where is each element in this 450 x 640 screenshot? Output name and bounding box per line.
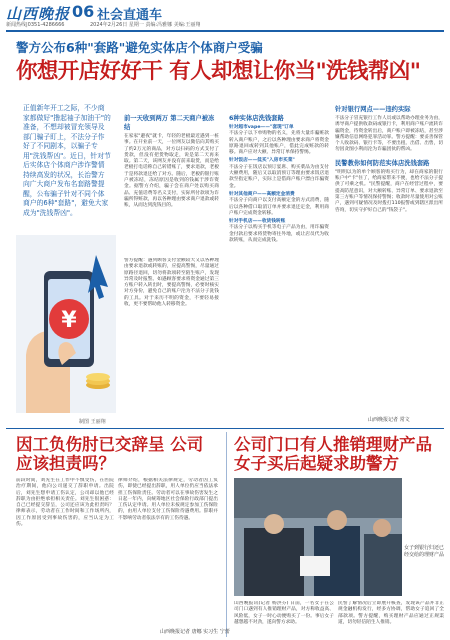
col1-subhead: 前一天收到两万 第二天商户被冻结: [124, 115, 215, 131]
main-illustration: [16, 235, 116, 413]
col1b-text: 警方提醒：遇到顾客支付金额较大又以各种理由要求退款或转账的，应提高警惕，尽量通过原路径退回，切勿将款项转至陌生账户，发现异常及时报警。如遇顾客要求将资金通过第三方账户转入转出时，要提高警惕，必要时核实对方身份，避免自己的账户沦为不法分子洗钱的工具。对于来历不明的资金，不要轻易接收，更不要帮助他人转移资金。: [124, 258, 219, 308]
col3-subhead: 针对银行网点——违约实际: [335, 106, 411, 113]
masthead-rule: [6, 30, 444, 32]
article2-signature: 山西晚报记者 唐娜 实习生 宁蕾: [160, 629, 230, 635]
col3-text-2: "明明以为的单个顾客的购买行为，却在商家的银行账户中"卡"住了，给商家带来不便，也给不法分子提供了可乘之机。"民警提醒，商户在经营过程中，要提高防范意识，对大额转账、异常订单、要求退款至第三方账户等情况保持警惕；收款时尽量使用对公账户，遇到可疑情况及时拨打110报警或到辖区派出所咨询，切实守护好自己的"钱袋子"。: [335, 169, 443, 213]
scam-item-text: 不法分子在饭店以预订宴席、购买菜品为由支付大额费用，随后又以取消预订等理由要求饭店退款至指定账户，实际上是借商户账户漂白诈骗资金。: [229, 164, 329, 189]
column-divider: [226, 432, 227, 637]
dateline: 2024年2月26日 星期一 责编:冯雅娜 美编:王丽翔: [90, 22, 201, 28]
svg-text:¥: ¥: [61, 308, 77, 333]
illustration-caption: 制图 王丽翔: [79, 419, 106, 425]
col1-text: 在家家"避夜"就卡，年轻的老板最近遇到一桩事。在开业前一天，一位网友以微信向其购买了约2万元的商品，对方以扫码的方式支付了货款，但没有把货物取走，说是第二天再来取。第二天，该网友并没有前来取货，而是给老板打电话称自己转错账了，要求退款，老板于是将款退还给了对方。随后，老板的银行账户被冻结，冻结原因是收到的钱属于涉诈资金。据警方介绍，骗子会在商户处以购买商品、充值话费等名义支付，实际所付款项为诈骗所得赃款，再以各种理由要求商户退款或转账，从而达到洗钱目的。: [124, 134, 219, 209]
news-hotline: 新闻热线|0351-4286666: [6, 22, 65, 28]
section-divider: [6, 428, 444, 429]
scam-item-title: 针对饭店——低买"入房市买菜": [229, 158, 295, 164]
article2-headline: 因工负伤肘已交辞呈 公司应该担责吗？: [16, 435, 204, 473]
col3-text: 不法分子冒充银行工作人员或以帮助办理业务为由，诱导商户提供收款码或银行卡，利用商户账户流转诈骗资金，待资金转出后，商户账户即被冻结，甚至涉嫌帮助信息网络犯罪活动罪。警方提醒：要妥善保管个人收款码、银行卡等，不要出租、出借、出售，切勿因贪图小利而沦为诈骗团伙的帮凶。: [335, 116, 443, 153]
article3-text-a: 山西晚报讯(记者 杨洪芬) 日前，一名女子在公司门口遇到有人推销理财产品，对方称收益高、风险低，女子一时心动便购买了一份。事后女子越想越不对劲，遂向警方求助。: [234, 601, 334, 625]
masthead: [6, 3, 446, 29]
scam-item-title: 针对其他商户——高额定金消费: [229, 191, 295, 197]
scam-item-text: 不法分子向商户以支付高额定金的方式消费，随后以各种借口取消订单并要求退还定金，利用商户账户完成资金转移。: [229, 198, 329, 216]
scam-item-text: 不法分子以购买手机等电子产品为由，用诈骗资金付款后要求将货物寄往外地，或让店员代为收款转账，从而完成洗钱。: [229, 225, 329, 244]
main-column-1: [124, 113, 219, 253]
page-number: 06: [72, 2, 95, 21]
scam-list: [229, 125, 329, 244]
article3-headline: 公司门口有人推销理财产品 女子买后起疑求助警方: [234, 435, 432, 473]
main-column-1b: [124, 258, 219, 413]
article3-text-b: 民警了解情况后立即展开核查，发现该产品并非正规金融机构发行，经多方协调，帮助女子追回了全部款项。警方提醒，购买理财产品应通过正规渠道，切勿轻信陌生人推销。: [338, 601, 444, 625]
col2-subhead: 6种实体店洗钱套路: [229, 115, 284, 122]
main-signature: 山西晚报记者 常文: [368, 417, 410, 423]
article2-text-a: 前段时间，刘先生在工作中不慎受伤，在医院治疗期间，他向公司递交了辞职申请。出院后，刘先生想申请工伤认定，公司却以他已经辞职为由拒绝承担相关责任。刘先生很困惑：自己已经提交辞呈，公司还应该为此担责吗？律师表示，劳动者在工作时间和工作场所内，因工作原因受到事故伤害的，应当认定为工伤。: [16, 478, 114, 528]
article3-photo: [234, 478, 402, 596]
scam-item-text: 不法分子以下单购物的名义，先将大量诈骗赃款转入商户账户，之后以各种理由要求商户将资金原路退回或转到其他账户，借此完成赃款的转移。商户应对大额、异常订单保持警惕。: [229, 131, 329, 156]
main-column-2: [229, 113, 329, 413]
main-headline: 你想开店好好干 有人却想让你当"洗钱帮凶": [16, 59, 421, 84]
article2-text-b: 律师介绍，根据相关法律规定，劳动者因工负伤，即使已经提出辞职，用人单位仍应当依法承担工伤保险责任。劳动者可以在事故伤害发生之日起一年内，向统筹地区社会保险行政部门提出工伤认定申请。用人单位未按规定参加工伤保险的，由用人单位支付工伤保险待遇费用。辞职并不影响劳动者依法享有的工伤待遇。: [118, 478, 218, 521]
main-lead: 正值新年开工之际，不少商家都做好"撸起袖子加油干"的准备，不想却被冒充领导及部门骗子盯上，不法分子作好了不同剧本，以骗子专用"洗钱帮凶"。近日，针对节后实体店个体商户涉诈警情持续高发的状况，长治警方向广大商户发布名套路警提醒，公布骗子针对不同个体商户的6种"套路"，避免大家成为"洗钱帮凶"。: [23, 104, 111, 217]
scam-item-title: 针对超市vape——"套现"订单: [229, 125, 294, 130]
main-kicker: 警方公布6种"套路"避免实体店个体商户受骗: [16, 40, 263, 55]
scam-item-title: 针对手机店——收货钱转账: [229, 219, 286, 225]
col3-subhead-2: 民警教你如何防范实体店洗钱套路: [335, 159, 430, 167]
section-title: 社会直通车: [97, 8, 163, 23]
main-column-3: [335, 104, 443, 414]
article3-photo-caption: 女子到银行归还已经交给的理财产品: [404, 545, 445, 558]
newspaper-logo: 山西晚报: [6, 5, 71, 23]
